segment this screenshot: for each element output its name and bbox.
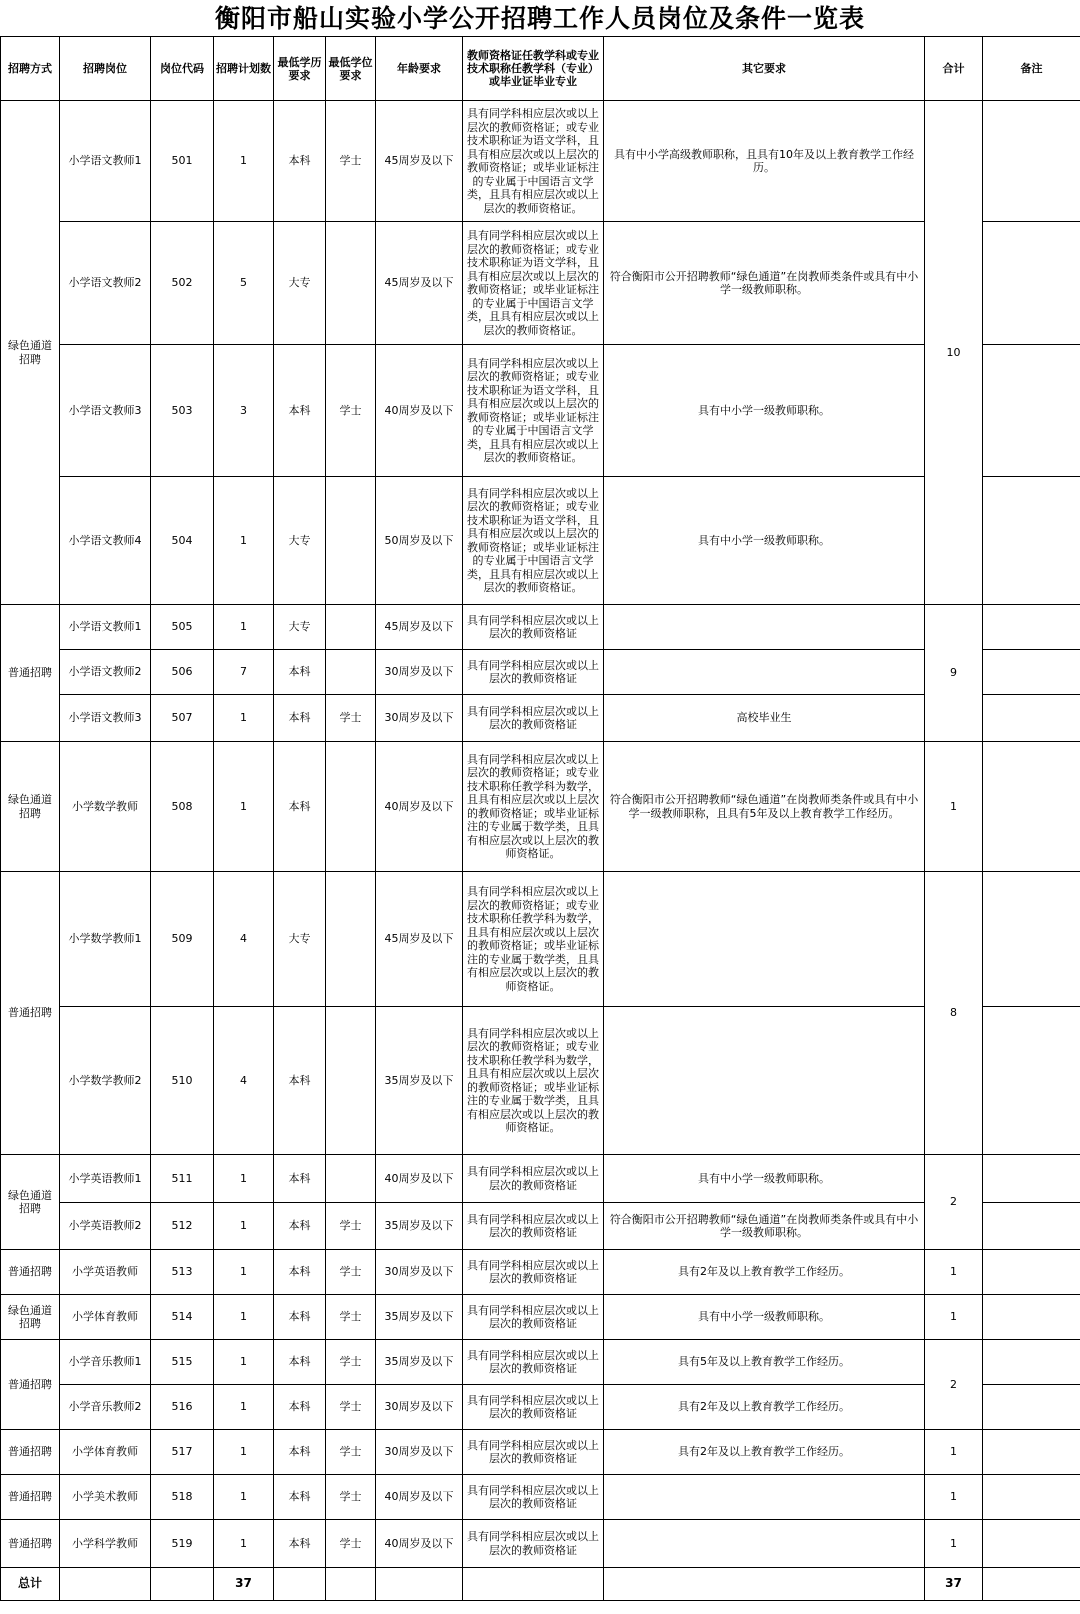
table-row (1, 605, 1080, 650)
plan-cell: 1 (214, 1250, 274, 1295)
degree-cell: 学士 (326, 1295, 376, 1340)
education-cell: 本科 (274, 1250, 326, 1295)
other-cell: 具有中小学一级教师职称。 (604, 1155, 925, 1203)
code-cell: 516 (151, 1385, 214, 1430)
code-cell: 512 (151, 1203, 214, 1250)
remark-cell (983, 1007, 1080, 1155)
table-row (1, 695, 1080, 742)
grand-total: 37 (925, 1568, 983, 1601)
header-plan: 招聘计划数 (214, 37, 274, 101)
code-cell: 513 (151, 1250, 214, 1295)
age-cell: 45周岁及以下 (376, 872, 463, 1007)
remark-cell (983, 872, 1080, 1007)
education-cell: 本科 (274, 650, 326, 695)
education-cell: 本科 (274, 742, 326, 872)
other-cell: 符合衡阳市公开招聘教师“绿色通道”在岗教师类条件或具有中小学一级教师职称。 (604, 1203, 925, 1250)
method-cell: 绿色通道招聘 (1, 101, 60, 605)
code-cell: 515 (151, 1340, 214, 1385)
degree-cell (326, 742, 376, 872)
position-cell: 小学语文教师4 (60, 477, 151, 605)
code-cell: 503 (151, 345, 214, 477)
other-cell: 具有2年及以上教育教学工作经历。 (604, 1385, 925, 1430)
degree-cell: 学士 (326, 1430, 376, 1475)
table-row (1, 1250, 1080, 1295)
education-cell: 本科 (274, 1295, 326, 1340)
education-cell: 本科 (274, 1007, 326, 1155)
group-total-cell: 1 (925, 1295, 983, 1340)
age-cell: 30周岁及以下 (376, 650, 463, 695)
position-cell: 小学英语教师 (60, 1250, 151, 1295)
degree-cell: 学士 (326, 345, 376, 477)
age-cell: 45周岁及以下 (376, 101, 463, 222)
plan-cell: 1 (214, 1475, 274, 1520)
cert-cell: 具有同学科相应层次或以上层次的教师资格证 (463, 1295, 604, 1340)
education-cell: 大专 (274, 605, 326, 650)
cert-cell: 具有同学科相应层次或以上层次的教师资格证 (463, 1250, 604, 1295)
cert-cell: 具有同学科相应层次或以上层次的教师资格证；或专业技术职称证为语文学科，且具有相应层次或以上层次的教师资格证；或毕业证标注的专业属于中国语言文学类，且具有相应层次或以上层次的教师资格证。 (463, 222, 604, 345)
age-cell: 30周岁及以下 (376, 1385, 463, 1430)
other-cell (604, 650, 925, 695)
group-total-cell: 9 (925, 605, 983, 742)
code-cell: 507 (151, 695, 214, 742)
table-row (1, 345, 1080, 477)
degree-cell: 学士 (326, 1250, 376, 1295)
total-row (1, 1568, 1080, 1601)
remark-cell (983, 345, 1080, 477)
age-cell: 40周岁及以下 (376, 1475, 463, 1520)
degree-cell: 学士 (326, 695, 376, 742)
table-row (1, 1340, 1080, 1385)
age-cell: 35周岁及以下 (376, 1295, 463, 1340)
header-other: 其它要求 (604, 37, 925, 101)
other-cell: 符合衡阳市公开招聘教师“绿色通道”在岗教师类条件或具有中小学一级教师职称，且具有5年及以上教育教学工作经历。 (604, 742, 925, 872)
method-cell: 普通招聘 (1, 605, 60, 742)
plan-cell: 1 (214, 1155, 274, 1203)
age-cell: 45周岁及以下 (376, 605, 463, 650)
cert-cell: 具有同学科相应层次或以上层次的教师资格证 (463, 1385, 604, 1430)
position-cell: 小学语文教师1 (60, 101, 151, 222)
cert-cell: 具有同学科相应层次或以上层次的教师资格证；或专业技术职称证为语文学科，且具有相应层次或以上层次的教师资格证；或毕业证标注的专业属于中国语言文学类，且具有相应层次或以上层次的教师资格证。 (463, 345, 604, 477)
plan-total: 37 (214, 1568, 274, 1601)
table-row (1, 742, 1080, 872)
education-cell: 大专 (274, 222, 326, 345)
code-cell: 511 (151, 1155, 214, 1203)
age-cell: 40周岁及以下 (376, 1155, 463, 1203)
header-row (1, 37, 1080, 101)
header-position: 招聘岗位 (60, 37, 151, 101)
education-cell: 本科 (274, 1203, 326, 1250)
group-total-cell: 1 (925, 1250, 983, 1295)
education-cell: 本科 (274, 1385, 326, 1430)
education-cell: 本科 (274, 1520, 326, 1568)
other-cell (604, 605, 925, 650)
age-cell: 50周岁及以下 (376, 477, 463, 605)
position-cell: 小学语文教师2 (60, 650, 151, 695)
plan-cell: 3 (214, 345, 274, 477)
degree-cell: 学士 (326, 1203, 376, 1250)
table-row (1, 101, 1080, 222)
other-cell: 具有中小学一级教师职称。 (604, 1295, 925, 1340)
position-cell: 小学美术教师 (60, 1475, 151, 1520)
remark-cell (983, 742, 1080, 872)
other-cell: 具有5年及以上教育教学工作经历。 (604, 1340, 925, 1385)
group-total-cell: 1 (925, 1430, 983, 1475)
plan-cell: 1 (214, 1340, 274, 1385)
header-method: 招聘方式 (1, 37, 60, 101)
degree-cell: 学士 (326, 101, 376, 222)
plan-cell: 1 (214, 1203, 274, 1250)
table-row (1, 1203, 1080, 1250)
table-row (1, 872, 1080, 1007)
plan-cell: 1 (214, 1295, 274, 1340)
method-cell: 普通招聘 (1, 1520, 60, 1568)
cert-cell: 具有同学科相应层次或以上层次的教师资格证；或专业技术职称任教学科为数学，且具有相应层次或以上层次的教师资格证；或毕业证标注的专业属于数学类，且具有相应层次或以上层次的教师资格证。 (463, 872, 604, 1007)
code-cell: 518 (151, 1475, 214, 1520)
degree-cell: 学士 (326, 1385, 376, 1430)
cert-cell: 具有同学科相应层次或以上层次的教师资格证 (463, 1475, 604, 1520)
plan-cell: 4 (214, 1007, 274, 1155)
age-cell: 35周岁及以下 (376, 1203, 463, 1250)
position-cell: 小学音乐教师1 (60, 1340, 151, 1385)
plan-cell: 1 (214, 695, 274, 742)
group-total-cell: 2 (925, 1340, 983, 1430)
position-cell: 小学体育教师 (60, 1430, 151, 1475)
header-degree: 最低学位要求 (326, 37, 376, 101)
degree-cell (326, 650, 376, 695)
method-cell: 绿色通道招聘 (1, 1295, 60, 1340)
position-cell: 小学科学教师 (60, 1520, 151, 1568)
group-total-cell: 10 (925, 101, 983, 605)
code-cell: 508 (151, 742, 214, 872)
method-cell: 普通招聘 (1, 1430, 60, 1475)
code-cell: 514 (151, 1295, 214, 1340)
code-cell: 510 (151, 1007, 214, 1155)
group-total-cell: 2 (925, 1155, 983, 1250)
header-code: 岗位代码 (151, 37, 214, 101)
remark-cell (983, 695, 1080, 742)
remark-cell (983, 1520, 1080, 1568)
position-cell: 小学英语教师1 (60, 1155, 151, 1203)
cert-cell: 具有同学科相应层次或以上层次的教师资格证 (463, 1340, 604, 1385)
total-label: 总计 (1, 1568, 60, 1601)
other-cell: 高校毕业生 (604, 695, 925, 742)
remark-cell (983, 477, 1080, 605)
code-cell: 505 (151, 605, 214, 650)
cert-cell: 具有同学科相应层次或以上层次的教师资格证 (463, 605, 604, 650)
remark-cell (983, 605, 1080, 650)
education-cell: 大专 (274, 872, 326, 1007)
degree-cell (326, 605, 376, 650)
position-cell: 小学英语教师2 (60, 1203, 151, 1250)
other-cell: 具有中小学一级教师职称。 (604, 477, 925, 605)
method-cell: 普通招聘 (1, 872, 60, 1155)
other-cell: 具有中小学一级教师职称。 (604, 345, 925, 477)
age-cell: 30周岁及以下 (376, 695, 463, 742)
other-cell (604, 1475, 925, 1520)
other-cell: 具有中小学高级教师职称，且具有10年及以上教育教学工作经历。 (604, 101, 925, 222)
method-cell: 普通招聘 (1, 1250, 60, 1295)
group-total-cell: 8 (925, 872, 983, 1155)
cert-cell: 具有同学科相应层次或以上层次的教师资格证；或专业技术职称证为语文学科，且具有相应层次或以上层次的教师资格证；或毕业证标注的专业属于中国语言文学类，且具有相应层次或以上层次的教师资格证。 (463, 101, 604, 222)
age-cell: 45周岁及以下 (376, 222, 463, 345)
cert-cell: 具有同学科相应层次或以上层次的教师资格证；或专业技术职称任教学科为数学，且具有相应层次或以上层次的教师资格证；或毕业证标注的专业属于数学类，且具有相应层次或以上层次的教师资格证。 (463, 742, 604, 872)
table-row (1, 477, 1080, 605)
method-cell: 普通招聘 (1, 1475, 60, 1520)
cert-cell: 具有同学科相应层次或以上层次的教师资格证 (463, 1430, 604, 1475)
method-cell: 绿色通道招聘 (1, 1155, 60, 1250)
degree-cell: 学士 (326, 1520, 376, 1568)
age-cell: 30周岁及以下 (376, 1250, 463, 1295)
table-row (1, 1385, 1080, 1430)
degree-cell (326, 1007, 376, 1155)
plan-cell: 7 (214, 650, 274, 695)
position-cell: 小学数学教师1 (60, 872, 151, 1007)
plan-cell: 1 (214, 477, 274, 605)
remark-cell (983, 1340, 1080, 1385)
table-row (1, 222, 1080, 345)
plan-cell: 1 (214, 101, 274, 222)
header-education: 最低学历要求 (274, 37, 326, 101)
position-cell: 小学语文教师3 (60, 345, 151, 477)
remark-cell (983, 1155, 1080, 1203)
header-cert: 教师资格证任教学科或专业技术职称任教学科（专业）或毕业证毕业专业 (463, 37, 604, 101)
table-row (1, 1520, 1080, 1568)
code-cell: 519 (151, 1520, 214, 1568)
age-cell: 30周岁及以下 (376, 1430, 463, 1475)
plan-cell: 5 (214, 222, 274, 345)
position-cell: 小学语文教师3 (60, 695, 151, 742)
cert-cell: 具有同学科相应层次或以上层次的教师资格证 (463, 1203, 604, 1250)
position-cell: 小学音乐教师2 (60, 1385, 151, 1430)
remark-cell (983, 222, 1080, 345)
plan-cell: 1 (214, 742, 274, 872)
position-cell: 小学语文教师2 (60, 222, 151, 345)
plan-cell: 1 (214, 605, 274, 650)
age-cell: 40周岁及以下 (376, 742, 463, 872)
other-cell (604, 1520, 925, 1568)
degree-cell: 学士 (326, 1475, 376, 1520)
remark-cell (983, 1250, 1080, 1295)
remark-cell (983, 1430, 1080, 1475)
cert-cell: 具有同学科相应层次或以上层次的教师资格证；或专业技术职称证为语文学科，且具有相应层次或以上层次的教师资格证；或毕业证标注的专业属于中国语言文学类，且具有相应层次或以上层次的教师资格证。 (463, 477, 604, 605)
cert-cell: 具有同学科相应层次或以上层次的教师资格证 (463, 1155, 604, 1203)
age-cell: 35周岁及以下 (376, 1340, 463, 1385)
education-cell: 本科 (274, 101, 326, 222)
other-cell: 具有2年及以上教育教学工作经历。 (604, 1250, 925, 1295)
education-cell: 本科 (274, 1430, 326, 1475)
education-cell: 本科 (274, 1155, 326, 1203)
code-cell: 517 (151, 1430, 214, 1475)
table-row (1, 1430, 1080, 1475)
remark-cell (983, 1475, 1080, 1520)
degree-cell (326, 872, 376, 1007)
cert-cell: 具有同学科相应层次或以上层次的教师资格证 (463, 1520, 604, 1568)
table-row (1, 1155, 1080, 1203)
code-cell: 504 (151, 477, 214, 605)
position-cell: 小学数学教师2 (60, 1007, 151, 1155)
group-total-cell: 1 (925, 742, 983, 872)
cert-cell: 具有同学科相应层次或以上层次的教师资格证；或专业技术职称任教学科为数学，且具有相应层次或以上层次的教师资格证；或毕业证标注的专业属于数学类，且具有相应层次或以上层次的教师资格证。 (463, 1007, 604, 1155)
other-cell (604, 872, 925, 1007)
degree-cell: 学士 (326, 1340, 376, 1385)
other-cell: 具有2年及以上教育教学工作经历。 (604, 1430, 925, 1475)
education-cell: 本科 (274, 345, 326, 477)
group-total-cell: 1 (925, 1520, 983, 1568)
method-cell: 绿色通道招聘 (1, 742, 60, 872)
plan-cell: 1 (214, 1385, 274, 1430)
header-total: 合计 (925, 37, 983, 101)
plan-cell: 1 (214, 1520, 274, 1568)
recruitment-table (0, 36, 1080, 1601)
position-cell: 小学数学教师 (60, 742, 151, 872)
table-row (1, 1475, 1080, 1520)
age-cell: 40周岁及以下 (376, 1520, 463, 1568)
remark-cell (983, 650, 1080, 695)
header-age: 年龄要求 (376, 37, 463, 101)
group-total-cell: 1 (925, 1475, 983, 1520)
method-cell: 普通招聘 (1, 1340, 60, 1430)
remark-cell (983, 1203, 1080, 1250)
table-row (1, 1007, 1080, 1155)
age-cell: 40周岁及以下 (376, 345, 463, 477)
education-cell: 本科 (274, 695, 326, 742)
education-cell: 本科 (274, 1340, 326, 1385)
other-cell (604, 1007, 925, 1155)
remark-cell (983, 1295, 1080, 1340)
age-cell: 35周岁及以下 (376, 1007, 463, 1155)
education-cell: 本科 (274, 1475, 326, 1520)
cert-cell: 具有同学科相应层次或以上层次的教师资格证 (463, 695, 604, 742)
position-cell: 小学体育教师 (60, 1295, 151, 1340)
remark-cell (983, 101, 1080, 222)
header-remark: 备注 (983, 37, 1080, 101)
position-cell: 小学语文教师1 (60, 605, 151, 650)
code-cell: 502 (151, 222, 214, 345)
code-cell: 506 (151, 650, 214, 695)
code-cell: 501 (151, 101, 214, 222)
plan-cell: 1 (214, 1430, 274, 1475)
other-cell: 符合衡阳市公开招聘教师“绿色通道”在岗教师类条件或具有中小学一级教师职称。 (604, 222, 925, 345)
remark-cell (983, 1385, 1080, 1430)
cert-cell: 具有同学科相应层次或以上层次的教师资格证 (463, 650, 604, 695)
table-row (1, 1295, 1080, 1340)
plan-cell: 4 (214, 872, 274, 1007)
page-title: 衡阳市船山实验小学公开招聘工作人员岗位及条件一览表 (214, 4, 865, 33)
code-cell: 509 (151, 872, 214, 1007)
degree-cell (326, 477, 376, 605)
education-cell: 大专 (274, 477, 326, 605)
degree-cell (326, 222, 376, 345)
table-row (1, 650, 1080, 695)
degree-cell (326, 1155, 376, 1203)
